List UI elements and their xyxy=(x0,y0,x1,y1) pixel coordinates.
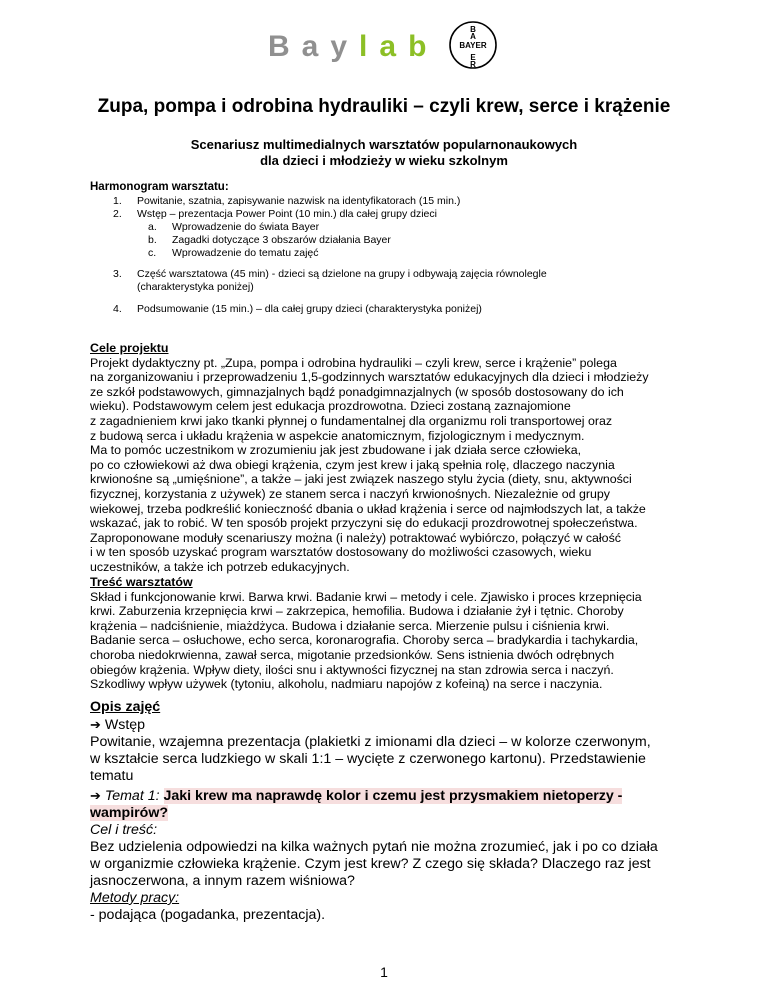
arrow-right-icon: ➔ xyxy=(90,717,101,732)
goals-line: krwionośne są „umięśnione”, a także – jaki jest związek naszego stylu życia (diety, snu, aktywności xyxy=(90,472,632,487)
schedule-item-number: b. xyxy=(148,234,157,246)
schedule-item-number: 3. xyxy=(113,268,122,280)
goals-line: z zagadnieniem krwi jako tkanki płynnej o fundamentalnej dla organizmu roli transportowej oraz xyxy=(90,413,613,428)
schedule-item-text: (charakterystyka poniżej) xyxy=(137,281,254,293)
goals-line: na zorganizowaniu i przeprowadzeniu 1,5-godzinnych warsztatów edukacyjnych dla dzieci i młodzieży xyxy=(90,370,649,385)
schedule-item-number: a. xyxy=(148,221,157,233)
goals-line: uczestników, a także ich potrzeb edukacyjnych. xyxy=(90,559,350,574)
goals-line: i w ten sposób uzyskać program warsztatów dostosowany do możliwości czasowych, wieku xyxy=(90,545,592,560)
content-line: obiegów krążenia. Wpływ diety, ilości snu i aktywności fizycznej na stan zdrowia serca i naczyń. xyxy=(90,662,614,677)
content-line: Badanie serca – osłuchowe, echo serca, koronarografia. Choroby serca – bradykardia i tachykardia, xyxy=(90,633,639,648)
schedule-item-text: Powitanie, szatnia, zapisywanie nazwisk na identyfikatorach (15 min.) xyxy=(137,195,461,207)
schedule-item-number: c. xyxy=(148,247,157,259)
content-section xyxy=(90,575,690,692)
goals-line: ze szkół podstawowych, gimnazjalnych bądź ponadgimnazjalnych (w sposób dostosowany do ich xyxy=(90,384,624,399)
schedule-item-text: Podsumowanie (15 min.) – dla całej grupy dzieci (charakterystyka poniżej) xyxy=(137,303,482,315)
svg-text:R: R xyxy=(470,60,476,69)
methods-label: Metody pracy: xyxy=(90,890,180,906)
goals-line: fizycznej, korzystania z używek) ze stanem serca i naczyń krwionośnych. Niezależnie od grupy xyxy=(90,486,610,501)
intro-line: tematu xyxy=(90,768,134,784)
svg-text:B: B xyxy=(470,25,476,34)
topic-title-highlight-2: wampirów? xyxy=(90,805,169,821)
schedule-item-number: 1. xyxy=(113,195,122,207)
content-line: krążenia – nadciśnienie, miażdżyca. Budowa i działanie serca. Mierzenie pulsu i ciśnienia krwi. xyxy=(90,618,610,633)
goals-line: wskazać, jak to robić. W ten sposób projekt przyczyni się do edukacji prozdrowotnej społeczeństwa. xyxy=(90,516,638,531)
intro-label-line xyxy=(90,716,710,734)
goals-line: z budową serca i układu krążenia w aspekcie anatomicznym, fizjologicznym i medycznym. xyxy=(90,428,585,443)
schedule-item-number: 4. xyxy=(113,303,122,315)
goals-line: wiekowej, trzeba podkreślić konieczność dbania o układ krążenia i serce od najmłodszych lat, a także xyxy=(90,501,646,516)
description-heading: Opis zajęć xyxy=(90,699,161,715)
schedule-item-text: Wstęp – prezentacja Power Point (10 min.) dla całej grupy dzieci xyxy=(137,208,437,220)
topic-title-highlight: Jaki krew ma naprawdę kolor i czemu jest przysmakiem nietoperzy - xyxy=(163,788,623,804)
topic-title-line-2 xyxy=(90,805,710,822)
logo-wordmark xyxy=(268,30,438,64)
svg-text:E: E xyxy=(470,53,476,62)
goal-line: Bez udzielenia odpowiedzi na kilka ważnych pytań nie można zrozumieć, jak i po co działa xyxy=(90,839,658,855)
svg-text:BAYER: BAYER xyxy=(459,41,487,50)
document-subtitle xyxy=(0,137,768,169)
goal-label: Cel i treść: xyxy=(90,822,158,838)
content-line: Skład i funkcjonowanie krwi. Barwa krwi. Badanie krwi – metody i cele. Zjawisko i proces krzepnięcia xyxy=(90,589,642,604)
schedule-item-number: 2. xyxy=(113,208,122,220)
intro-line: Powitanie, wzajemna prezentacja (plakietki z imionami dla dzieci – w kolorze czerwonym, xyxy=(90,734,651,750)
subtitle-line-2: dla dzieci i młodzieży w wieku szkolnym xyxy=(260,153,508,168)
content-line: Szkodliwy wpływ używek (tytoniu, alkoholu, nadmiaru napojów z kofeiną) na serce i naczynia. xyxy=(90,677,603,692)
logo-word-grey: Bay xyxy=(268,30,360,63)
description-section xyxy=(90,699,710,785)
logo-word-green: lab xyxy=(359,30,439,63)
goals-line: po co człowiekowi aż dwa obiegi krążenia, czym jest krew i jaką spełnia rolę, dlaczego naczynia xyxy=(90,457,615,472)
schedule-item-text: Wprowadzenie do tematu zajęć xyxy=(172,247,319,259)
baylab-logo xyxy=(0,20,768,68)
schedule-item-text: Zagadki dotyczące 3 obszarów działania Bayer xyxy=(172,234,391,246)
goal-line: jasnoczerwona, a innym razem wiśniowa? xyxy=(90,873,355,889)
document-title: Zupa, pompa i odrobina hydrauliki – czyli krew, serce i krążenie xyxy=(97,96,671,117)
goals-line: Ma to pomóc uczestnikom w zrozumieniu jak jest zbudowane i jak działa serce człowieka, xyxy=(90,443,582,458)
methods-line: - podająca (pogadanka, prezentacja). xyxy=(90,907,326,923)
goals-line: wieku). Podstawowym celem jest edukacja prozdrowotna. Dzieci zostaną zaznajomione xyxy=(90,399,571,414)
content-heading: Treść warsztatów xyxy=(90,575,193,589)
goal-line: w organizmie człowieka krążenie. Czym jest krew? Z czego się składa? Dlaczego raz jest xyxy=(90,856,651,872)
topic-1-section xyxy=(90,787,710,924)
content-line: krwi. Zaburzenia krzepnięcia krwi – zakrzepica, hemofilia. Budowa i działanie żył i tętnic. Choroby xyxy=(90,604,624,619)
intro-line: w kształcie serca ludzkiego w skali 1:1 – wycięte z czerwonego kartonu). Przedstawienie xyxy=(90,751,646,767)
goals-line: Projekt dydaktyczny pt. „Zupa, pompa i odrobina hydrauliki – czyli krew, serce i krążenie” polega xyxy=(90,355,617,370)
subtitle-line-1: Scenariusz multimedialnych warsztatów popularnonaukowych xyxy=(190,137,578,152)
intro-label: Wstęp xyxy=(104,717,146,733)
topic-label: Temat 1: xyxy=(104,788,160,804)
arrow-right-icon: ➔ xyxy=(90,788,101,803)
goals-heading: Cele projektu xyxy=(90,341,169,355)
topic-title-line xyxy=(90,787,710,805)
svg-text:A: A xyxy=(470,32,476,41)
schedule-item-text: Część warsztatowa (45 min) - dzieci są dzielone na grupy i odbywają zajęcia równolegle xyxy=(137,268,547,280)
schedule-heading: Harmonogram warsztatu: xyxy=(90,181,229,193)
content-line: choroba niedokrwienna, zawał serca, migotanie przedsionków. Sens istnienia dwóch odrębnych xyxy=(90,647,615,662)
bayer-cross-logo xyxy=(448,20,498,70)
goals-line: Zaproponowane moduły scenariuszy można (i należy) potraktować wybiórczo, połączyć w całość xyxy=(90,530,621,545)
page-number: 1 xyxy=(380,964,388,980)
goals-section xyxy=(90,341,690,575)
schedule-item-text: Wprowadzenie do świata Bayer xyxy=(172,221,320,233)
